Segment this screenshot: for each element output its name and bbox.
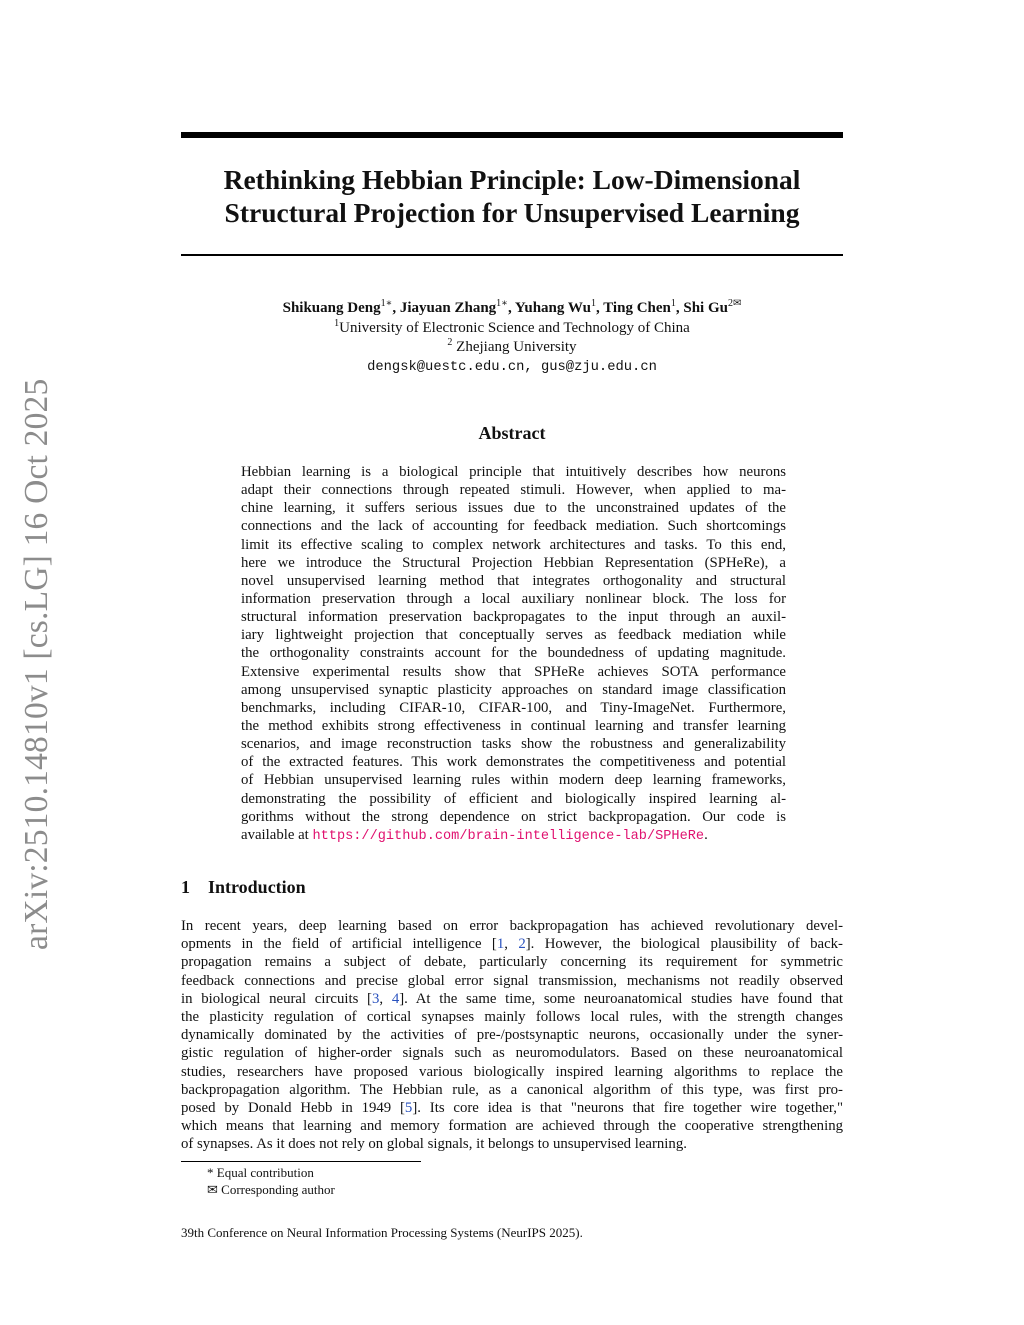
title-bottom-rule [181, 254, 843, 256]
section-number: 1 [181, 877, 190, 897]
abstract-line: the method exhibits strong effectiveness in continual learning and transfer learning [241, 717, 786, 734]
body-text: opments in the field of artificial intelligence [ [181, 936, 497, 953]
body-line: backpropagation algorithm. The Hebbian rule, as a canonical algorithm of this type, was first pro- [181, 1081, 843, 1098]
body-text: ]. At the same time, some neuroanatomical studies have found that [399, 990, 843, 1007]
body-line: feedback connections and precise global error signal transmission, mechanisms not readily observed [181, 972, 843, 989]
abstract-line: benchmarks, including CIFAR-10, CIFAR-100, and Tiny-ImageNet. Furthermore, [241, 699, 786, 716]
affiliation-1 [181, 319, 843, 339]
body-text: , [504, 936, 519, 953]
body-line [181, 990, 843, 1008]
section-title: Introduction [208, 877, 306, 897]
abstract-line: novel unsupervised learning method that integrates orthogonality and structural [241, 572, 786, 589]
author-name: Shi Gu [683, 300, 728, 316]
abstract-line: of the extracted features. This work demonstrates the competitiveness and potential [241, 754, 786, 771]
body-line: the plasticity regulation of cortical synapses mainly follows local rules, with the strength changes [181, 1008, 843, 1025]
author-emails[interactable]: dengsk@uestc.edu.cn, gus@zju.edu.cn [367, 359, 657, 375]
citation-link[interactable]: 1 [496, 936, 505, 953]
abstract-line: gorithms without the strong dependence on strict backpropagation. Our code is [241, 808, 786, 825]
abstract-line: among unsupervised synaptic plasticity approaches on standard image classification [241, 681, 786, 698]
abstract-last-line [241, 826, 786, 844]
abstract-heading: Abstract [478, 423, 546, 443]
abstract-text: . [704, 826, 708, 843]
paper-title [181, 163, 843, 229]
abstract-line: chine learning, it suffers serious issues due to the unconstrained updates of the [241, 500, 786, 517]
citation-link[interactable]: 3 [371, 990, 380, 1007]
abstract-line: here we introduce the Structural Projection Hebbian Representation (SPHeRe), a [241, 554, 786, 571]
body-text: ]. However, the biological plausibility of back- [525, 936, 843, 953]
author-affiliation-mark: 2✉ [728, 298, 742, 309]
abstract-line: demonstrating the possibility of efficient and biologically inspired learning al- [241, 790, 786, 807]
body-line: gistic regulation of higher-order signals such as neuromodulators. Based on these neuroanatomical [181, 1045, 843, 1062]
author-affiliation-mark: 1∗ [380, 298, 393, 309]
abstract-line: limit its effective scaling to complex network architectures and tasks. To this end, [241, 536, 786, 553]
author-names: Shikuang Deng$^{1∗}$, Jiayuan Zhang$^{1∗}$, Yuhang Wu$^1$, Ting Chen$^1$, Shi $Gu^{2✉}$ [282, 298, 742, 316]
body-line: of synapses. As it does not rely on global signals, it belongs to unsupervised learning. [181, 1136, 687, 1153]
title-line-2: Structural Projection for Unsupervised Learning [224, 197, 800, 228]
abstract-line: scenarios, and image reconstruction tasks show the robustness and generalizability [241, 736, 786, 753]
abstract-body [241, 463, 786, 844]
footnote-rule [181, 1161, 421, 1162]
affiliation-2 [181, 338, 843, 358]
author-name: Jiayuan Zhang [399, 300, 497, 316]
abstract-line: information preservation through a local auxiliary nonlinear block. The loss for [241, 590, 786, 607]
abstract-line: of Hebbian unsupervised learning rules within modern deep learning frameworks, [241, 772, 786, 789]
author-affiliation-mark: 1∗ [496, 298, 508, 309]
body-line [181, 935, 843, 953]
body-line: dynamically dominated by the activities of pre-/postsynaptic neurons, occasionally under the syner- [181, 1027, 843, 1044]
citation-link[interactable]: 4 [391, 990, 400, 1007]
abstract-line: connections and the lack of accounting for feedback mediation. Such shortcomings [241, 518, 786, 535]
body-line: which means that learning and memory formation are achieved through the cooperative strengthening [181, 1118, 843, 1135]
abstract-line: adapt their connections through repeated stimuli. However, when applied to ma- [241, 482, 786, 499]
body-text: ]. Its core idea is that "neurons that fire together wire together," [412, 1099, 843, 1116]
author-name: Ting Chen [603, 300, 671, 316]
affiliation-name: University of Electronic Science and Technology of China [339, 319, 690, 336]
author-name: Yuhang Wu [514, 300, 591, 316]
footnotes [207, 1165, 335, 1198]
abstract-line: iary lightweight projection that conceptually serves as feedback mediation while [241, 627, 786, 644]
section-heading-introduction [181, 877, 306, 898]
title-line-1: Rethinking Hebbian Principle: Low-Dimensional [223, 164, 801, 195]
author-name: Shikuang Deng [282, 300, 381, 316]
body-line: In recent years, deep learning based on error backpropagation has achieved revolutionary devel- [181, 918, 843, 934]
author-affiliation-mark: 1 [590, 298, 596, 309]
abstract-line: Hebbian learning is a biological principle that intuitively describes how neurons [241, 464, 786, 480]
footnote-corresponding-author: ✉ Corresponding author [207, 1181, 335, 1197]
author-block [181, 299, 843, 377]
abstract-line: Extensive experimental results show that SPHeRe achieves SOTA performance [241, 663, 786, 680]
arxiv-identifier-stamp: arXiv:2510.14810v1 [cs.LG] 16 Oct 2025 [18, 378, 55, 950]
abstract-line: the orthogonality constraints account for the boundedness of updating magnitude. [241, 645, 786, 662]
abstract-line: structural information preservation backpropagates to the input through an auxil- [241, 609, 786, 626]
conference-footer: 39th Conference on Neural Information Processing Systems (NeurIPS 2025). [181, 1225, 583, 1240]
introduction-body [181, 917, 843, 1153]
body-text: in biological neural circuits [ [181, 990, 372, 1007]
citation-link[interactable]: 5 [404, 1099, 413, 1116]
body-line [181, 1099, 843, 1117]
body-text: , [379, 990, 392, 1007]
citation-link[interactable]: 2 [518, 936, 526, 953]
affiliation-mark: 1 [334, 317, 340, 329]
affiliation-name: Zhejiang University [456, 339, 577, 355]
body-line: propagation remains a subject of debate, particularly concerning its requirement for symmetric [181, 954, 843, 971]
affiliation-mark: 2 [447, 337, 453, 348]
code-repository-link[interactable]: https://github.com/brain-intelligence-lab/SPHeRe [312, 828, 705, 844]
footnote-equal-contribution: * Equal contribution [207, 1165, 314, 1180]
abstract-text: available at [241, 826, 313, 843]
author-affiliation-mark: 1 [670, 298, 676, 309]
body-line: studies, researchers have proposed various biologically inspired learning algorithms to replace the [181, 1063, 843, 1080]
title-top-rule [181, 132, 843, 138]
body-text: posed by Donald Hebb in 1949 [ [181, 1099, 405, 1116]
